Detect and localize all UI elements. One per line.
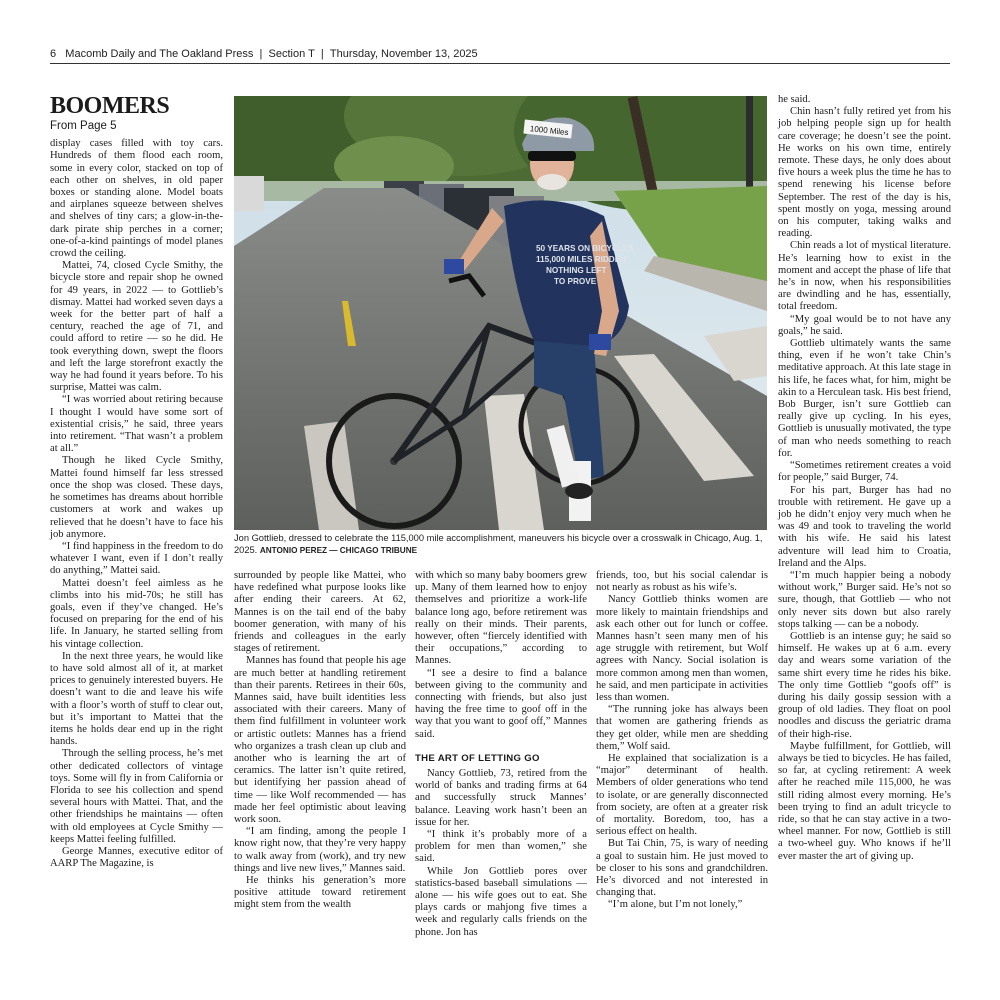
paragraph: Nancy Gottlieb, 73, retired from the world of banks and trading firms at 64 and successfully struck Mannes’ balance. Leaving work hasn’t been an issue for her. — [415, 768, 587, 828]
paragraph: He explained that socialization is a “major” determinant of health. Members of older generations who tend to isolate, or are generally disconnected from society, are often at a greater risk of mortality. Boredom, too, has a serious effect on health. — [596, 753, 768, 838]
article-column-3 — [415, 570, 587, 939]
jump-line: From Page 5 — [50, 120, 117, 132]
paragraph: “Sometimes retirement creates a void for people,” said Burger, 74. — [778, 460, 951, 484]
paragraph: But Tai Chin, 75, is wary of needing a goal to sustain him. He just moved to be closer to his sons and grandchildren. He’s divorced and not interested in changing that. — [596, 838, 768, 899]
helmet-label: 1000 Miles — [529, 124, 569, 138]
paragraph: friends, too, but his social calendar is not nearly as robust as his wife’s. — [596, 570, 768, 594]
paragraph: Gottlieb ultimately wants the same thing, even if he won’t take Chin’s meditative approach. At this late stage in his life, he faces what, for him, might be akin to a Herculean task. His best friend, Bob Burger, isn’t sure Gottlieb can really give up cycling. In his eyes, Gottlieb is unusually motivated, the type of man who needs something to reach for. — [778, 338, 951, 459]
section-subhead: THE ART OF LETTING GO — [415, 752, 540, 764]
paragraph: “I see a desire to find a balance between giving to the community and connecting with friends, but also just having the free time to goof off in the way that you want to goof off,” Mannes said. — [415, 667, 587, 740]
paragraph: Chin reads a lot of mystical literature. He’s learning how to exist in the moment and accept the phase of life that he’s in now, when his responsibilities are dwindling and he has, essentially, total freedom. — [778, 240, 951, 313]
page-number: 6 — [50, 48, 57, 61]
cyclist-photo — [234, 96, 767, 530]
paragraph: Maybe fulfillment, for Gottlieb, will always be tied to bicycles. He has failed, so far, at cycling retirement: A week after he reached mile 115,000, he was still riding almost every morning. He’s been trying to find an adult tricycle to ride, so that he can stay active in a two-wheel manner. For now, Gottlieb is still a two-wheel guy. Who knows if he’ll ever master the art of giving up. — [778, 740, 951, 862]
header-rule — [50, 63, 950, 64]
paragraph: “I find happiness in the freedom to do whatever I want, even if I don’t really do anything,” Mattei said. — [50, 540, 223, 577]
paragraph: Though he liked Cycle Smithy, Mattei found himself far less stressed once the shop was closed. These days, he sometimes has dreams about horrible customers at work and wakes up relieved that he doesn’t have to face his job anymore. — [50, 455, 223, 540]
header-separator: | — [320, 48, 324, 61]
shirt-text-line: 50 YEARS ON BICYCLES — [536, 244, 634, 253]
page-header — [50, 48, 950, 64]
shirt-text-line: NOTHING LEFT — [546, 266, 607, 275]
issue-date: Thursday, November 13, 2025 — [329, 48, 478, 61]
article-photo — [234, 96, 767, 530]
shirt-text-line: 115,000 MILES RIDDEN — [536, 255, 627, 264]
paragraph: “I think it’s probably more of a problem for men than women,” she said. — [415, 829, 587, 865]
paragraph: He thinks his generation’s more positive attitude toward retirement might stem from the wealth — [234, 875, 406, 911]
paragraph: “I was worried about retiring because I thought I would have some sort of existential crisis,” he said, three years into retirement. “That wasn’t a problem at all.” — [50, 394, 223, 455]
paragraph: George Mannes, executive editor of AARP The Magazine, is — [50, 845, 223, 870]
article-column-1 — [50, 94, 223, 870]
paragraph: he said. — [778, 94, 811, 105]
article-kicker: BOOMERS — [50, 93, 170, 119]
paragraph: Mattei, 74, closed Cycle Smithy, the bicycle store and repair shop he owned for 49 years, in 2022 — to Gottlieb’s dismay. Mattei had worked seven days a week for the better part of half a century, reached the age of 71, and could afford to retire — so he did. He took everything down, swept the floors and left the large storefront exactly the way he had found it years before. To his surprise, Mattei was calm. — [50, 260, 223, 394]
paragraph: Through the selling process, he’s met other dedicated collectors of vintage toys. Some will fly in from California or Florida to see his collection and spend several hours with Mattei. That, and the other friendships he maintains — often with old employees at Cycle Smithy — keeps Mattei feeling fulfilled. — [50, 748, 223, 845]
paragraph: “My goal would be to not have any goals,” he said. — [778, 313, 951, 337]
paragraph: For his part, Burger has had no trouble with retirement. He gave up a job he didn’t enjoy very much when he was 49 and took to traveling the world with his wife. He said his latest adventure will lead him to Croatia, Ireland and the Alps. — [778, 484, 951, 569]
paragraph: Mattei doesn’t feel aimless as he climbs into his mid-70s; he still has goals, even if they’ve changed. He’s focused on preparing for the end of his life. In January, he started selling from his vintage collection. — [50, 577, 223, 650]
photo-caption — [234, 533, 767, 556]
paragraph: “The running joke has always been that women are gathering friends as they get older, while men are shedding them,” Wolf said. — [596, 704, 768, 752]
article-column-4 — [596, 570, 768, 912]
paragraph: Gottlieb is an intense guy; he said so himself. He wakes up at 6 a.m. every day and wears some variation of the same shirt every time he rides his bike. The only time Gottlieb “goofs off” is during his daily gossip session with a group of old ladies. They float on pool noodles and discuss the geriatric drama of their high-rise. — [778, 630, 951, 740]
article-column-2 — [234, 570, 406, 912]
caption-text: Jon Gottlieb, dressed to celebrate the 115,000 mile accomplishment, maneuvers his bicycle over a crosswalk in Chicago, Aug. 1, 2025. — [234, 533, 763, 555]
header-separator: | — [259, 48, 263, 61]
paragraph: “I’m alone, but I’m not lonely,” — [608, 899, 743, 911]
paragraph: “I am finding, among the people I know right now, that they’re very happy to walk away from (work), and try new things and live new lives,” Mannes said. — [234, 826, 406, 874]
paragraph: In the next three years, he would like to have sold almost all of it, at market prices to genuinely interested buyers. He doesn’t want to die and leave his wife with a floor’s worth of stuff to clear out, but it’s important to Mattei that the items he holds dear end up in the right hands. — [50, 650, 223, 748]
photo-credit: ANTONIO PEREZ — CHICAGO TRIBUNE — [259, 545, 418, 555]
paragraph: While Jon Gottlieb pores over statistics-based baseball simulations — alone — his wife goes out to eat. She plays cards or mahjong five times a week and regularly calls friends on the phone. Jon has — [415, 865, 587, 938]
section-label: Section T — [268, 48, 315, 61]
article-column-5 — [778, 94, 951, 863]
paragraph: Nancy Gottlieb thinks women are more likely to maintain friendships and ask each other out for lunch or coffee. Mannes hasn’t seen many men of his age struggle with retirement, but Wolf agrees with Nancy. Social isolation is more common among men than women, he said, and men participate in activities less than women. — [596, 594, 768, 704]
paragraph: surrounded by people like Mattei, who have redefined what purpose looks like after ending their careers. At 62, Mannes is on the tail end of the baby boomer generation, with many of his friends and colleagues in the early stages of retirement. — [234, 570, 406, 655]
paragraph: Mannes has found that people his age are much better at handling retirement than their parents. Retirees in their 60s, Mannes said, have built identities less associated with their careers. Many of them find fulfillment in volunteer work or artistic outlets: Mannes has a friend who organizes a trash clean up club and another who is learning the art of ceramics. The latter isn’t quite retired, but identifying her passion ahead of time — like Wolf recommended — has made her feel optimistic about leaving work soon. — [234, 655, 406, 826]
paragraph: “I’m much happier being a nobody without work,” Burger said. He’s not so sure, though, that Gottlieb — who not only never sits down but also rarely stops talking — can be a nobody. — [778, 569, 951, 630]
publication-name: Macomb Daily and The Oakland Press — [65, 48, 254, 61]
paragraph: display cases filled with toy cars. Hundreds of them flood each room, some in every color, stacked on top of each other on shelves, in old paper boxes or standing alone. Model boats and airplanes squeeze between shelves and shelves of tiny cars; a glow-in-the-dark pirate ship perches in a corner; one-of-a-kind paintings of model planes crowd the ceiling. — [50, 138, 223, 260]
paragraph: Chin hasn’t fully retired yet from his job helping people sign up for health care coverage; he doesn’t see the point. He works on his own time, entirely remote. These days, he only does about five hours a week plus the time he has to spend renewing his license before September. The rest of the day is his, spent mostly on yoga, messing around on his computer, taking walks and reading. — [778, 106, 951, 240]
paragraph: with which so many baby boomers grew up. Many of them learned how to enjoy themselves and prioritize a work-life balance long ago, before retirement was really on their minds. Their parents, however, often “fiercely identified with their occupations,” according to Mannes. — [415, 570, 587, 667]
shirt-text-line: TO PROVE — [554, 277, 597, 286]
